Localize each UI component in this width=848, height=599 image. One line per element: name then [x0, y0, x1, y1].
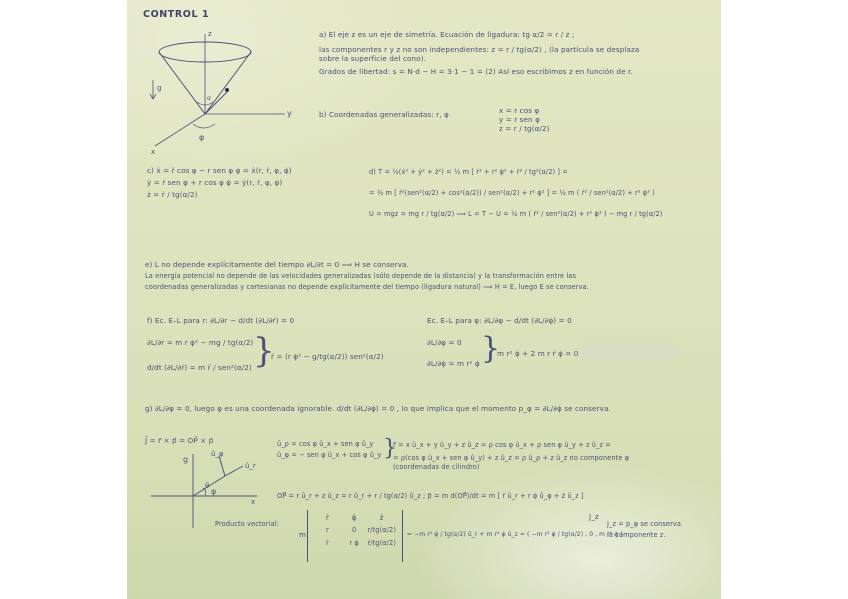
op-momentum-line: OP⃗ = r û_r + z û_z = r û_r + r / tg(α/2) û_z ; p⃗ = m d(OP⃗)/dt = m [ ṙ û_r + r φ̇ û_φ + ż û_z ] — [277, 492, 584, 500]
polar-g-label: g — [183, 455, 189, 464]
part-c-line: ẏ = ṙ sen φ + r cos φ φ̇ = ẏ(r, ṙ, φ, φ̇) — [147, 178, 283, 187]
cone-phi-label: φ — [199, 133, 205, 142]
jz-label: J_z — [589, 512, 599, 521]
matrix-cell: r̂ — [325, 513, 329, 522]
part-b-eq: x = r cos φ — [499, 106, 540, 115]
polar-uphi-label: û_φ — [211, 450, 224, 458]
cross-product-result: = −m r² φ̇ / tg(α/2) û_r + m r² φ̇ û_z = ( −m r² φ̇ / tg(α/2) , 0 , m r² φ̇ ) — [407, 531, 623, 538]
part-a — [319, 30, 639, 76]
jz-note-line: la componente z. — [607, 531, 666, 539]
brace: } — [383, 436, 397, 461]
part-c — [147, 166, 292, 199]
polar-phi-label: φ — [211, 487, 217, 496]
position-vector-line: = ρ(cos φ û_x + sen φ û_y) + z û_z = ρ û_ρ + z û_z no componente φ — [393, 454, 630, 462]
part-f-left-eq: d/dt (∂L/∂ṙ) = m r̈ / sen²(α/2) — [147, 363, 252, 372]
matrix-cell: r φ̇ — [349, 539, 359, 547]
part-f-left-result: r̈ = (r φ̇² − g/tg(α/2)) sen²(α/2) — [271, 352, 384, 361]
vector-product-label: Producto vectorial: — [215, 520, 279, 528]
position-vector-line: r⃗ = x û_x + y û_y + z û_z = ρ cos φ û_x + ρ sen φ û_y + z û_z = — [393, 441, 611, 449]
unit-vectors — [277, 440, 381, 460]
polar-theta-label: θ — [205, 482, 210, 490]
matrix-cell: r — [325, 526, 329, 534]
cone-diagram — [145, 28, 315, 158]
cone-y-label: y — [287, 109, 292, 118]
notebook-page-photo — [127, 0, 721, 599]
matrix-cell: 0 — [351, 526, 357, 534]
brace: } — [481, 331, 501, 366]
jz-note — [607, 520, 681, 540]
part-b-eq: z = r / tg(α/2) — [499, 124, 550, 133]
part-f-left-eq: ∂L/∂r = m r φ̇² − mg / tg(α/2) — [147, 338, 254, 347]
unit-vector-eq: û_φ = − sen φ û_x + cos φ û_y — [277, 451, 382, 459]
matrix-cell: ṙ/tg(α/2) — [367, 539, 396, 547]
brace: } — [253, 331, 275, 371]
position-vector-line: (coordenadas de cilindro) — [393, 463, 480, 471]
part-e-line: coordenadas generalizadas y cartesianas no depende explícitamente del tiempo (ligadura natural) ⟹ H = E, luego E se conserva. — [145, 283, 589, 291]
matrix-prefix: m — [299, 530, 307, 539]
part-c-line: ż = ṙ / tg(α/2) — [147, 190, 198, 199]
part-b-equations — [499, 106, 550, 133]
part-f-right-eq: ∂L/∂φ̇ = m r² φ̇ — [427, 359, 480, 368]
part-f-right-heading: Ec. E–L para φ: ∂L/∂φ − d/dt (∂L/∂φ̇) = 0 — [427, 316, 572, 325]
part-a-line: las componentes r y z no son independientes: z = r / tg(α/2) , (la partícula se desplaza — [319, 45, 640, 54]
unit-vector-eq: û_ρ = cos φ û_x + sen φ û_y — [277, 440, 374, 448]
cone-z-label: z — [208, 30, 212, 38]
matrix-cell: ẑ — [379, 513, 384, 522]
part-g-text: g) ∂L/∂φ = 0, luego φ es una coordenada ignorable. d/dt (∂L/∂φ̇) = 0 , lo que implica que el momento p_φ = ∂L/∂φ̇ se conserva. — [145, 404, 611, 413]
part-b-eq: y = r sen φ — [499, 115, 540, 124]
polar-ur-label: û_r — [245, 462, 256, 470]
part-a-line: a) El eje z es un eje de simetría. Ecuación de ligadura: tg α/2 = r / z ; — [319, 30, 575, 39]
part-e — [145, 260, 589, 292]
angular-momentum-equation: J⃗ = r⃗ × p⃗ = OP⃗ × p⃗ — [145, 436, 214, 445]
determinant-matrix — [307, 510, 403, 562]
page-title: CONTROL 1 — [143, 9, 210, 20]
matrix-cell: ṙ — [325, 539, 329, 547]
part-d-line: = ½ m [ ṙ²(sen²(α/2) + cos²(α/2)) / sen²(α/2) + r² φ̇² ] = ½ m ( ṙ² / sen²(α/2) + r² φ̇² ) — [369, 189, 655, 197]
part-a-line: sobre la superficie del cono). — [319, 54, 426, 63]
part-f-right-eq: ∂L/∂φ = 0 — [427, 338, 462, 347]
cone-x-label: x — [151, 148, 156, 156]
part-e-line: La energía potencial no depende de las velocidades generalizadas (sólo depende de la distancia) y la transformación entre las — [145, 272, 576, 280]
cone-alpha-label: α — [207, 95, 211, 102]
part-f-left-heading: f) Ec. E–L para r: ∂L/∂r − d/dt (∂L/∂ṙ) = 0 — [147, 316, 295, 325]
polar-axes-diagram — [147, 450, 262, 530]
cone-g-label: g — [157, 84, 162, 92]
part-d-line: U = mgz = mg r / tg(α/2) ⟹ L = T − U = ½ m ( ṙ² / sen²(α/2) + r² φ̇² ) − mg r / tg(α/2) — [369, 210, 663, 218]
smudge — [581, 345, 677, 359]
position-vector — [393, 441, 629, 472]
polar-x-label: x — [251, 498, 256, 506]
part-b-label: b) Coordenadas generalizadas: r, φ — [319, 110, 449, 119]
part-a-line: Grados de libertad: s = N·d − H = 3·1 − 1 = (2) Así eso escribimos z en función de r. — [319, 67, 633, 76]
part-e-line: e) L no depende explícitamente del tiempo ∂L/∂t = 0 ⟹ H se conserva. — [145, 260, 409, 269]
part-d — [369, 168, 662, 219]
part-c-line: c) ẋ = ṙ cos φ − r sen φ φ̇ = ẋ(r, ṙ, φ, φ̇) — [147, 166, 292, 175]
matrix-cell: φ̂ — [351, 513, 357, 522]
matrix-cell: r/tg(α/2) — [367, 526, 396, 534]
part-d-line: d) T = ½(ẋ² + ẏ² + ż²) = ½ m [ ṙ² + r² φ̇² + ṙ² / tg²(α/2) ] = — [369, 168, 568, 176]
part-f-right-result: m r² φ̈ + 2 m r ṙ φ̇ = 0 — [497, 349, 579, 358]
jz-note-line: J_z = p_φ se conserva — [607, 520, 682, 528]
part-f-right-equations — [427, 338, 480, 368]
part-f-left-equations — [147, 338, 253, 372]
